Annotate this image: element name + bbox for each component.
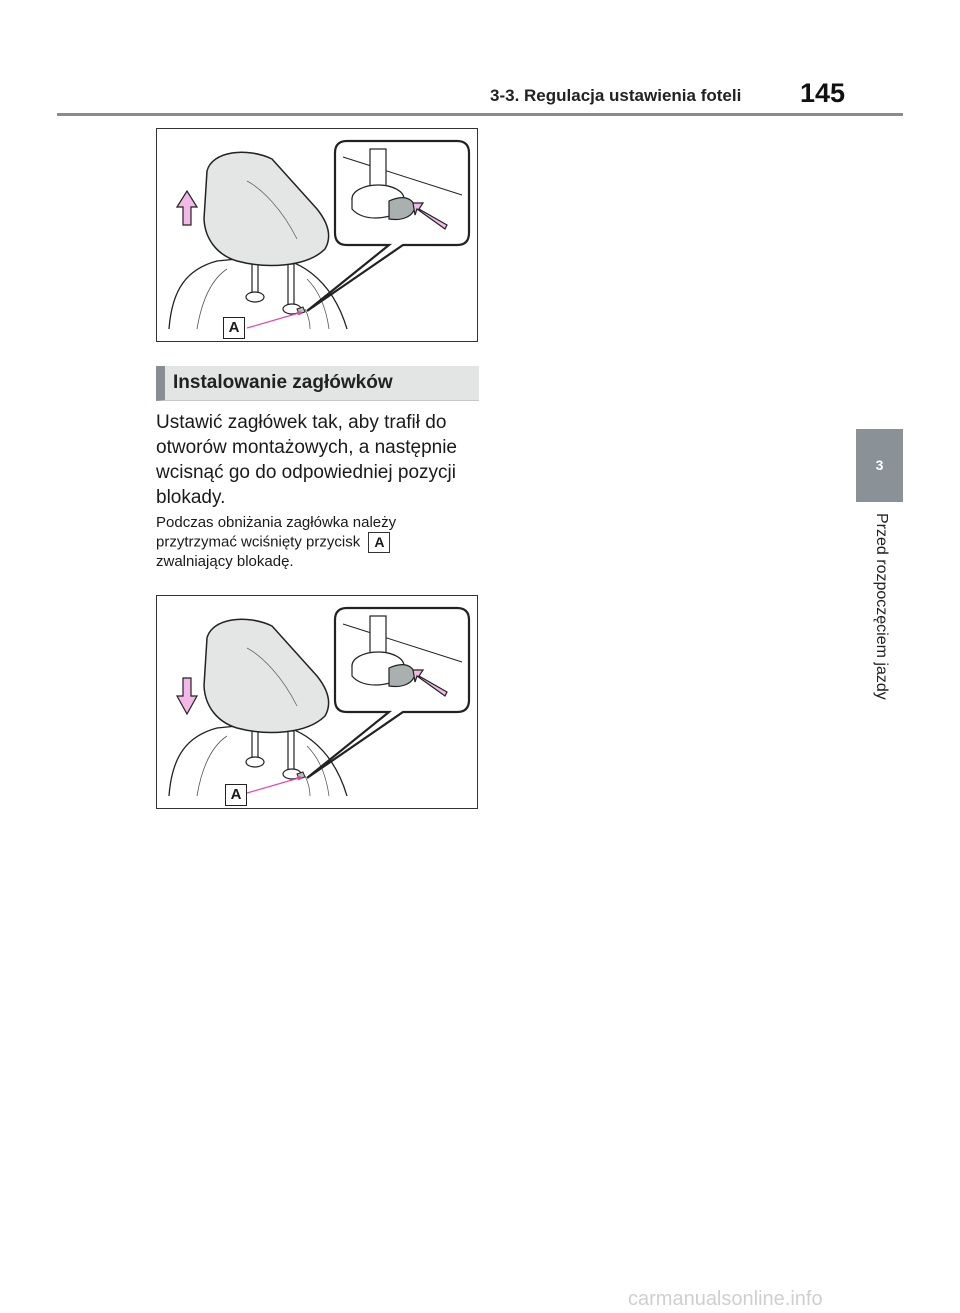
- instruction-text: Ustawić zagłówek tak, aby trafił do otworów montażowych, a następnie wcisnąć go do odpowiedniej pozycji blokady.: [156, 412, 457, 508]
- note-text: [156, 514, 476, 571]
- down-arrow-icon: [177, 678, 197, 714]
- chapter-title-vertical: [868, 513, 892, 733]
- callout-label-a: A: [223, 317, 245, 339]
- callout-label-a: A: [225, 784, 247, 806]
- section-heading: [156, 366, 479, 401]
- headrest-figure-lower: [156, 595, 478, 809]
- page-number: 145: [800, 78, 846, 108]
- section-title: 3-3. Regulacja ustawienia foteli: [490, 86, 742, 105]
- watermark: carmanualsonline.info: [628, 1288, 823, 1310]
- note-text-start: Podczas obniżania zagłówka należy przytrzymać wciśnięty przycisk: [156, 514, 397, 551]
- section-heading-text: Instalowanie zagłówków: [173, 372, 393, 393]
- headrest-figure-raise: [156, 128, 478, 342]
- chapter-tab: [856, 429, 903, 502]
- note-badge-a: A: [368, 532, 390, 553]
- chapter-title: Przed rozpoczęciem jazdy: [873, 513, 890, 700]
- up-arrow-icon: [177, 191, 197, 225]
- note-text-end: zwalniający blokadę.: [156, 553, 294, 570]
- chapter-number: 3: [875, 457, 884, 473]
- header-divider: [57, 113, 903, 116]
